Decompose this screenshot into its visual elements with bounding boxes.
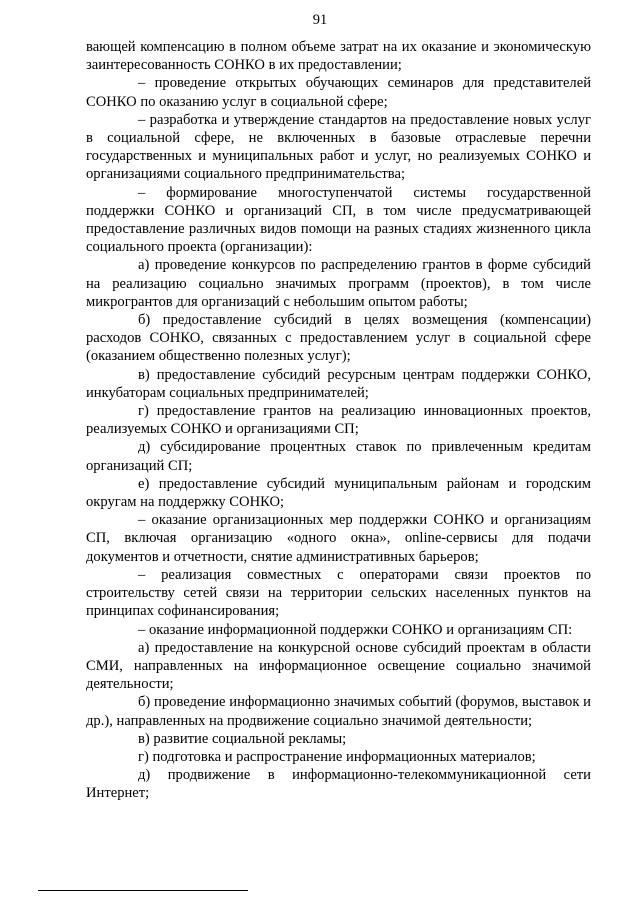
paragraph: вающей компенсацию в полном объеме затрат на их оказание и экономическую заинтересованность СОНКО в их предоставлении;	[86, 39, 591, 74]
paragraph: г) подготовка и распространение информационных материалов;	[138, 748, 536, 765]
paragraph: е) предоставление субсидий муниципальным районам и городским округам на поддержку СОНКО;	[86, 475, 591, 511]
paragraph: – формирование многоступенчатой системы государственной поддержки СОНКО и организаций СП, в том числе предусматривающей предоставление различных видов помощи на разных стадиях жизненного цикла социального проекта (организации):	[86, 184, 591, 256]
paragraph: б) предоставление субсидий в целях возмещения (компенсации) расходов СОНКО, связанных с предоставлением услуг в социальной сфере (оказанием общественно полезных услуг);	[86, 312, 591, 365]
paragraph: д) субсидирование процентных ставок по привлеченным кредитам организаций СП;	[86, 439, 591, 474]
paragraph: – разработка и утверждение стандартов на предоставление новых услуг в социальной сфере, не включенных в базовые отраслевые перечни государственных и муниципальных работ и услуг, но реализуемых СОНКО и организациями социального предпринимательства;	[86, 111, 591, 183]
paragraph: – оказание информационной поддержки СОНКО и организациям СП:	[138, 621, 573, 638]
paragraph: в) предоставление субсидий ресурсным центрам поддержки СОНКО, инкубаторам социальных предпринимателей;	[86, 366, 591, 401]
page-number: 91	[312, 12, 328, 28]
document-body	[86, 38, 591, 803]
paragraph: – оказание организационных мер поддержки СОНКО и организациям СП, включая организацию «одного окна», online-сервисы для подачи документов и отчетности, снятие административных барьеров;	[86, 512, 591, 565]
paragraph: в) развитие социальной рекламы;	[138, 730, 347, 747]
footnote-separator	[38, 890, 248, 891]
paragraph: г) предоставление грантов на реализацию инновационных проектов, реализуемых СОНКО и организациями СП;	[86, 403, 591, 438]
paragraph: – реализация совместных с операторами связи проектов по строительству сетей связи на территории сельских населенных пунктов на принципах софинансирования;	[86, 566, 591, 620]
paragraph: д) продвижение в информационно-телекоммуникационной сети Интернет;	[86, 767, 591, 802]
paragraph: а) проведение конкурсов по распределению грантов в форме субсидий на реализацию социально значимых программ (проектов), в том числе микрогрантов для организаций с небольшим опытом работы;	[86, 257, 591, 310]
paragraph: б) проведение информационно значимых событий (форумов, выставок и др.), направленных на продвижение социально значимой деятельности;	[86, 694, 591, 729]
paragraph: а) предоставление на конкурсной основе субсидий проектам в области СМИ, направленных на информационное освещение социально значимой деятельности;	[86, 639, 591, 693]
paragraph: – проведение открытых обучающих семинаров для представителей СОНКО по оказанию услуг в социальной сфере;	[86, 75, 591, 110]
